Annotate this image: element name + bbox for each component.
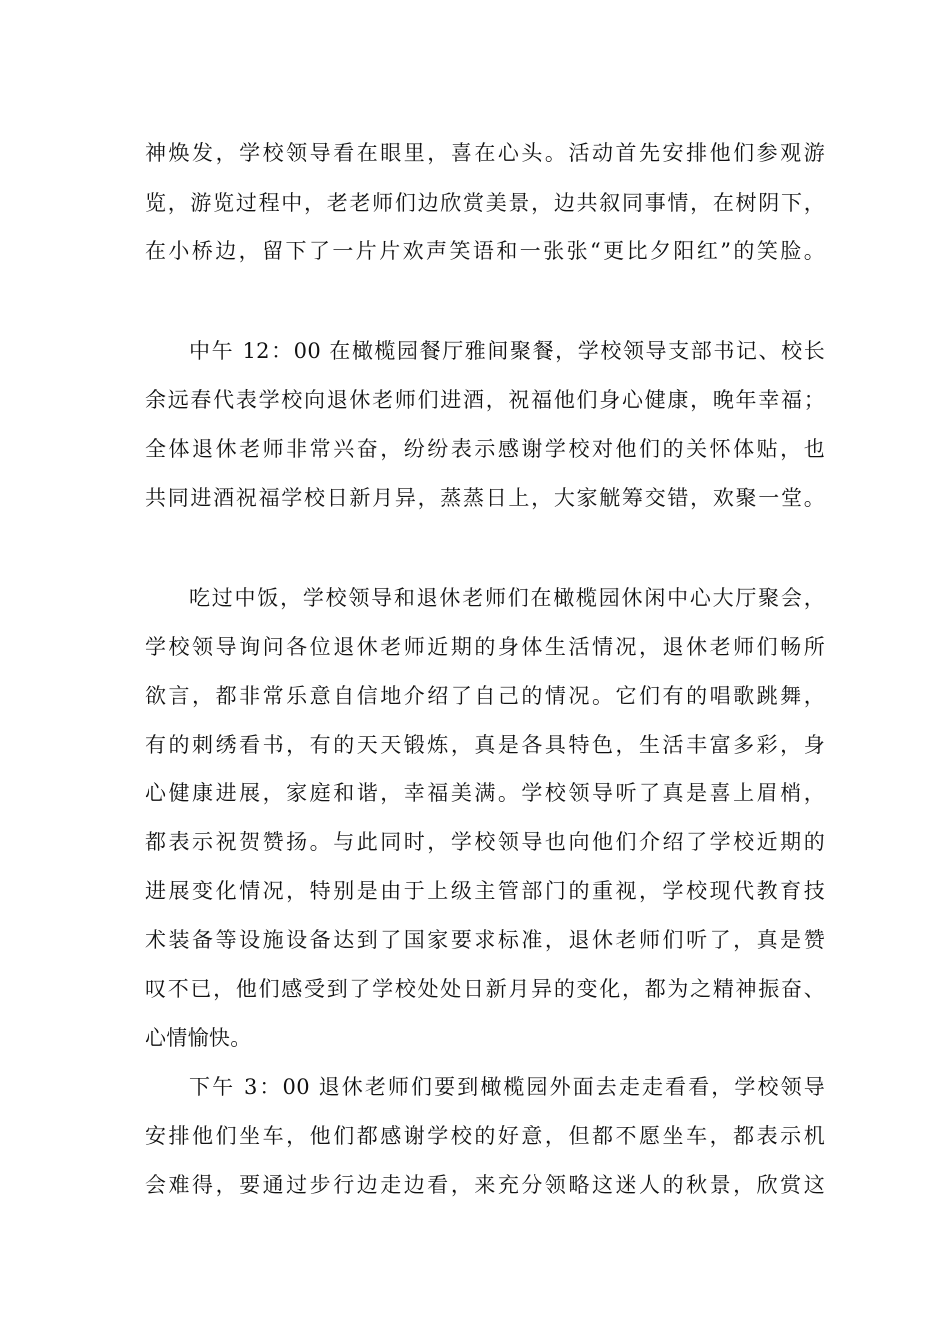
paragraph-3-line-6: 都表示祝贺赞扬。与此同时，学校领导也向他们介绍了学校近期的 — [145, 830, 825, 854]
paragraph-3-line-10: 心情愉快。 — [145, 1026, 252, 1050]
paragraph-4-line-3: 会难得，要通过步行边走边看，来充分领略这迷人的秋景，欣赏这 — [145, 1173, 825, 1197]
paragraph-3-line-9: 叹不已，他们感受到了学校处处日新月异的变化，都为之精神振奋、 — [145, 977, 825, 1001]
paragraph-2-line-4: 共同进酒祝福学校日新月异，蒸蒸日上，大家觥筹交错，欢聚一堂。 — [145, 486, 825, 510]
paragraph-3-line-2: 学校领导询问各位退休老师近期的身体生活情况，退休老师们畅所 — [145, 635, 825, 659]
paragraph-2-line-1: 中午 12：00 在橄榄园餐厅雅间聚餐，学校领导支部书记、校长 — [189, 339, 825, 363]
paragraph-3-line-1: 吃过中饭，学校领导和退休老师们在橄榄园休闲中心大厅聚会， — [189, 586, 825, 610]
paragraph-4-line-1: 下午 3：00 退休老师们要到橄榄园外面去走走看看，学校领导 — [189, 1075, 825, 1099]
paragraph-1-line-2: 览，游览过程中，老老师们边欣赏美景，边共叙同事情，在树阴下， — [145, 191, 825, 215]
paragraph-1-line-1: 神焕发，学校领导看在眼里，喜在心头。活动首先安排他们参观游 — [145, 141, 825, 165]
paragraph-2-line-3: 全体退休老师非常兴奋，纷纷表示感谢学校对他们的关怀体贴，也 — [145, 437, 825, 461]
paragraph-1-line-3: 在小桥边，留下了一片片欢声笑语和一张张“更比夕阳红”的笑脸。 — [145, 239, 825, 263]
paragraph-4-line-2: 安排他们坐车，他们都感谢学校的好意，但都不愿坐车，都表示机 — [145, 1124, 825, 1148]
paragraph-2-line-2: 余远春代表学校向退休老师们进酒，祝福他们身心健康，晚年幸福； — [145, 388, 825, 412]
paragraph-3-line-4: 有的刺绣看书，有的天天锻炼，真是各具特色，生活丰富多彩，身 — [145, 733, 825, 757]
paragraph-3-line-7: 进展变化情况，特别是由于上级主管部门的重视，学校现代教育技 — [145, 879, 825, 903]
paragraph-3-line-8: 术装备等设施设备达到了国家要求标准，退休老师们听了，真是赞 — [145, 928, 825, 952]
paragraph-3-line-3: 欲言，都非常乐意自信地介绍了自己的情况。它们有的唱歌跳舞， — [145, 684, 825, 708]
paragraph-3-line-5: 心健康进展，家庭和谐，幸福美满。学校领导听了真是喜上眉梢， — [145, 781, 825, 805]
